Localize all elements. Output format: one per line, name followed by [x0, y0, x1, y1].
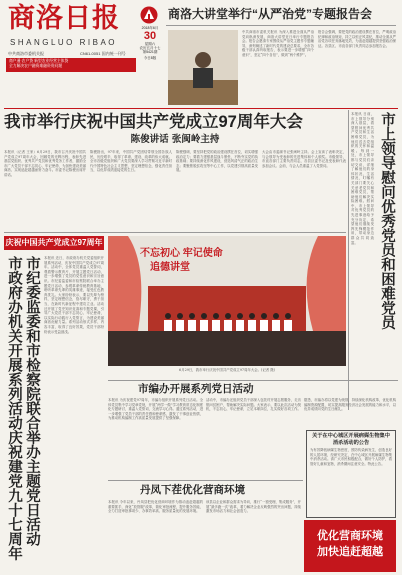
date-lunar: 农历五月十七 — [139, 46, 161, 50]
anniversary-banner: 庆祝中国共产党成立97周年 — [4, 236, 104, 250]
slogan-line-1: 商户通·农户贷 新型农业经营主体贷 — [9, 59, 69, 63]
date-day: 30 — [143, 30, 157, 42]
photo-stage-text-1: 不忘初心 牢记使命 — [140, 248, 223, 259]
slogan-line-2: 全力解决农户融资难融资贵问题 — [9, 63, 63, 68]
left-vertical-headline-1: 市政府办机关开展系列活动庆祝建党九十七周年 — [6, 256, 22, 561]
edition-count: 今日8版 — [143, 56, 157, 60]
promo-line-2: 加快追赶超越 — [317, 546, 383, 558]
masthead-pinyin: SHANGLUO RIBAO — [10, 38, 118, 47]
slogan-banner — [6, 58, 136, 72]
story-2-headline: 市编办开展系列党日活动 — [138, 383, 254, 395]
cn-line: CN61-0051 国内统一刊号 — [80, 51, 126, 56]
photo-caption: 6月29日，我市举行庆祝中国共产党成立97周年大会。(记者 摄) — [179, 368, 275, 372]
story-3-headline: 丹凤下茬优化营商环境 — [140, 484, 245, 496]
promo-line-1: 优化营商环境 — [317, 530, 383, 542]
newspaper-logo-icon — [140, 6, 158, 24]
date-box — [138, 26, 162, 60]
top-right-headline: 商洛大讲堂举行“从严治党”专题报告会 — [168, 7, 373, 21]
photo-stage-text-2: 追德讲堂 — [150, 262, 190, 273]
side-vertical-headline: 市上领导慰问优秀党员和困难党员 — [379, 112, 395, 330]
publisher-line: 中共商洛市委机关报 — [8, 51, 44, 56]
main-headline: 我市举行庆祝中国共产党成立97周年大会 — [4, 113, 303, 131]
notice-title: 关于在中心城区开展病媒生物集中消杀活动的公告 — [312, 433, 390, 446]
speaker-photo — [168, 30, 238, 105]
promo-box — [304, 520, 396, 572]
left-vertical-headline-2: 市纪委监委和市检察院联合举办主题党日活动 — [24, 256, 40, 546]
issue-number: 第5421期 — [142, 50, 158, 54]
date-weekday: 星期六 — [144, 42, 156, 46]
main-subhead: 陈俊讲话 张闽岭主持 — [130, 134, 220, 145]
date-year-month: 2018年6月 — [141, 26, 159, 30]
masthead-title: 商洛日报 — [8, 3, 120, 34]
notice-box: 关于在中心城区开展病媒生物集中消杀活动的公告 为有效降低病媒生物密度，预防传染病发生，创造良好的人居环境，经研究决定，在中心城区开展病媒生物集中消杀活动。请广大市民积极配合，做好个人防护，看管好儿童和宠物，消杀期间注意安全。特此公告。 — [306, 430, 396, 518]
